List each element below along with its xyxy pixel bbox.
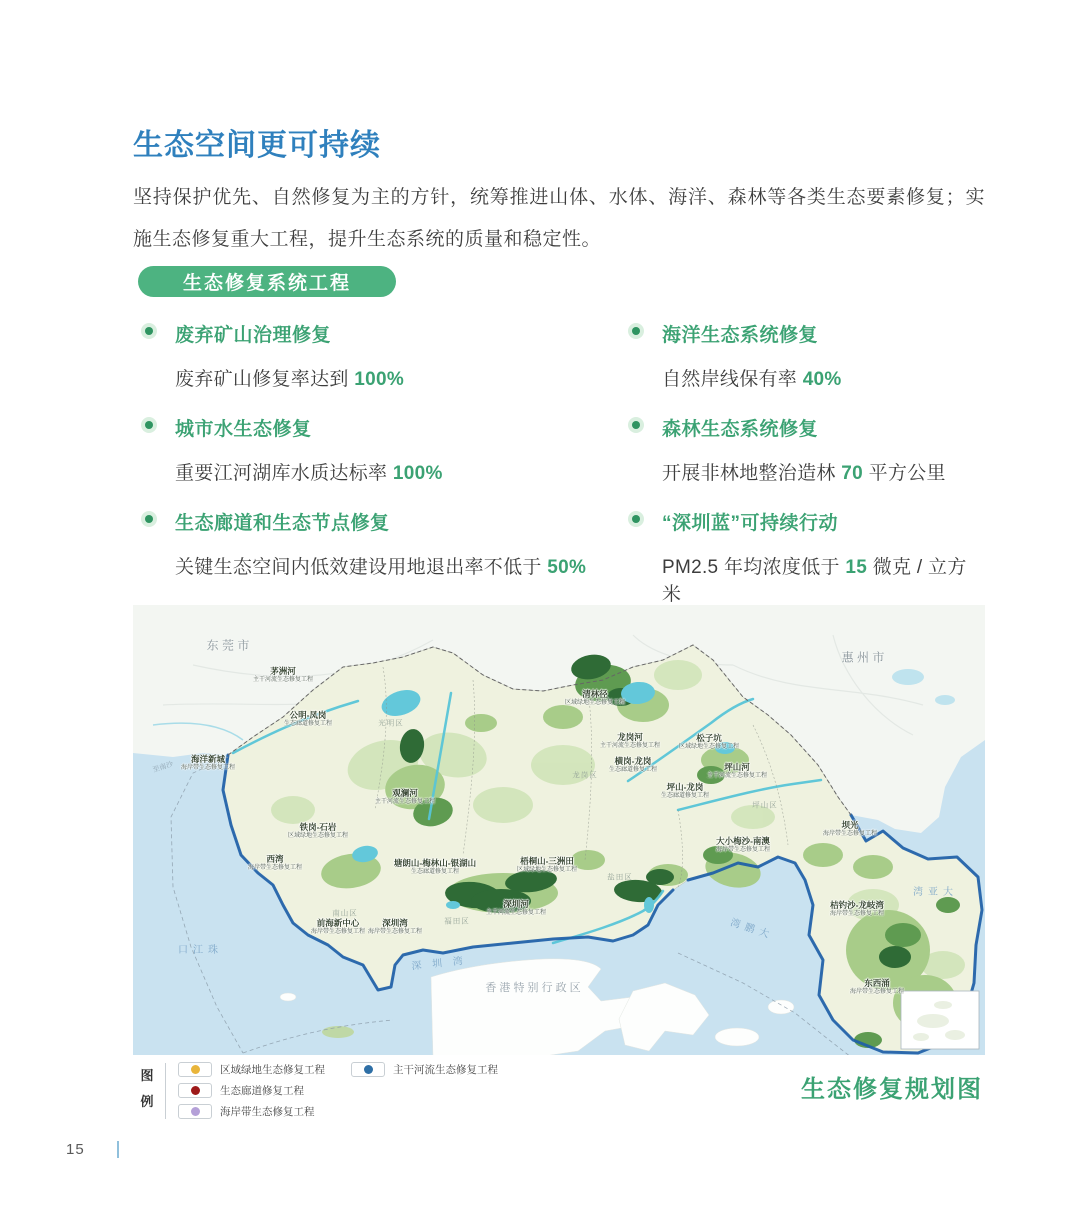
metric-shenzhen-blue <box>620 508 985 605</box>
district-label: 南山区 <box>332 908 358 918</box>
project-label: 梧桐山-三洲田 区域绿地生态修复工程 <box>516 855 578 873</box>
sea-label: 大 鹏 湾 <box>726 915 770 939</box>
sea-label: 珠 江 口 <box>175 944 217 954</box>
metric-title: 生态廊道和生态节点修复 <box>175 513 390 534</box>
project-label: 龙岗河 主干河流生态修复工程 <box>599 731 661 749</box>
page-title: 生态空间更可持续 <box>133 129 381 163</box>
bullet-dot-icon <box>628 511 644 527</box>
project-label: 大小梅沙-南澳 海岸带生态修复工程 <box>715 835 771 853</box>
bullet-dot-icon <box>141 417 157 433</box>
river-dot-icon <box>364 1065 373 1074</box>
metric-value: 100% <box>354 369 405 390</box>
bullet-dot-icon <box>141 511 157 527</box>
project-label: 前海新中心 海岸带生态修复工程 <box>310 917 366 935</box>
project-label: 西湾 海岸带生态修复工程 <box>247 853 303 871</box>
project-label: 茅洲河 主干河流生态修复工程 <box>252 665 314 683</box>
metric-value: 70 <box>841 463 864 484</box>
metrics-grid <box>133 320 985 605</box>
map-svg <box>133 605 985 1055</box>
bullet-dot-icon <box>141 323 157 339</box>
metric-urban-water <box>133 414 588 508</box>
district-label: 坪山区 <box>752 800 778 810</box>
project-label: 松子坑 区域绿地生态修复工程 <box>678 732 740 750</box>
project-label: 深圳河 主干河流生态修复工程 <box>485 898 547 916</box>
project-label: 公明-凤岗 生态廊道修复工程 <box>283 709 333 727</box>
project-label: 铁岗-石岩 区域绿地生态修复工程 <box>287 821 349 839</box>
project-label: 坝光 海岸带生态修复工程 <box>822 819 878 837</box>
legend-item-regional-green: 区域绿地生态修复工程 <box>178 1061 325 1077</box>
ecological-restoration-map <box>133 605 985 1125</box>
project-label: 坪山-龙岗 生态廊道修复工程 <box>660 781 710 799</box>
metric-desc: 开展非林地整治造林 70 平方公里 <box>662 463 946 484</box>
boundary-label: 至南沙 <box>152 760 175 775</box>
city-label: 惠 州 市 <box>841 650 885 665</box>
project-label: 东西涌 海岸带生态修复工程 <box>849 977 905 995</box>
bullet-dot-icon <box>628 417 644 433</box>
project-label: 深圳湾 海岸带生态修复工程 <box>367 917 423 935</box>
project-label: 塘朗山-梅林山-银湖山 生态廊道修复工程 <box>393 857 477 875</box>
regional-green-dot-icon <box>191 1065 200 1074</box>
legend-swatch <box>178 1083 212 1098</box>
section-badge: 生态修复系统工程 <box>138 266 396 297</box>
metric-title: 废弃矿山治理修复 <box>175 325 332 346</box>
metric-desc: 自然岸线保有率 40% <box>662 369 842 390</box>
corridor-dot-icon <box>191 1086 200 1095</box>
metric-title: “深圳蓝”可持续行动 <box>662 513 839 534</box>
page-footer <box>66 1141 119 1158</box>
project-label: 海洋新城 海岸带生态修复工程 <box>180 753 236 771</box>
district-label: 龙岗区 <box>572 770 598 780</box>
intro-paragraph: 坚持保护优先、自然修复为主的方针，统筹推进山体、水体、海洋、森林等各类生态要素修复；实施生态修复重大工程，提升生态系统的质量和稳定性。 <box>133 187 985 250</box>
page-number: 15 <box>66 1141 85 1158</box>
district-label: 福田区 <box>444 916 470 926</box>
district-label: 光明区 <box>378 718 404 728</box>
map-footer <box>133 1055 985 1125</box>
map-inset <box>901 991 979 1049</box>
metric-value: 50% <box>547 557 587 578</box>
project-label: 清林径 区域绿地生态修复工程 <box>564 688 626 706</box>
sea-label: 大 亚 湾 <box>910 886 952 896</box>
legend-swatch <box>351 1062 385 1077</box>
metric-desc: 废弃矿山修复率达到 100% <box>175 369 405 390</box>
district-label: 盐田区 <box>607 872 633 882</box>
project-label: 横岗-龙岗 生态廊道修复工程 <box>608 755 658 773</box>
map-caption: 生态修复规划图 <box>801 1076 983 1103</box>
legend-swatch <box>178 1062 212 1077</box>
legend-item-corridor: 生态廊道修复工程 <box>178 1082 325 1098</box>
legend-item-river: 主干河流生态修复工程 <box>351 1061 498 1077</box>
metric-eco-corridor <box>133 508 588 602</box>
legend-title: 图例 <box>140 1068 154 1109</box>
metric-desc: PM2.5 年均浓度低于 15 微克 / 立方米 <box>662 557 967 605</box>
metric-title: 海洋生态系统修复 <box>662 325 819 346</box>
map-legend <box>139 1061 498 1119</box>
metric-mine-restoration <box>133 320 588 414</box>
city-label: 香 港 特 别 行 政 区 <box>485 982 581 994</box>
legend-swatch <box>178 1104 212 1119</box>
bullet-dot-icon <box>628 323 644 339</box>
metric-desc: 重要江河湖库水质达标率 100% <box>175 463 443 484</box>
city-label: 东 莞 市 <box>206 638 250 653</box>
metric-title: 城市水生态修复 <box>175 419 312 440</box>
legend-divider <box>165 1063 166 1119</box>
project-label: 桔钓沙-龙岐湾 海岸带生态修复工程 <box>829 899 885 917</box>
project-label: 观澜河 主干河流生态修复工程 <box>374 787 436 805</box>
footer-accent-bar <box>117 1141 119 1158</box>
metric-marine-ecosystem <box>620 320 985 414</box>
metric-value: 15 <box>845 557 868 578</box>
metric-value: 100% <box>392 463 443 484</box>
map-canvas <box>133 605 985 1055</box>
legend-item-coastal: 海岸带生态修复工程 <box>178 1103 325 1119</box>
metric-title: 森林生态系统修复 <box>662 419 819 440</box>
metric-value: 40% <box>802 369 842 390</box>
metric-forest-ecosystem <box>620 414 985 508</box>
sea-label: 深 圳 湾 <box>411 955 468 973</box>
metric-desc: 关键生态空间内低效建设用地退出率不低于 50% <box>175 557 587 578</box>
project-label: 坪山河 主干河流生态修复工程 <box>706 761 768 779</box>
coastal-dot-icon <box>191 1107 200 1116</box>
